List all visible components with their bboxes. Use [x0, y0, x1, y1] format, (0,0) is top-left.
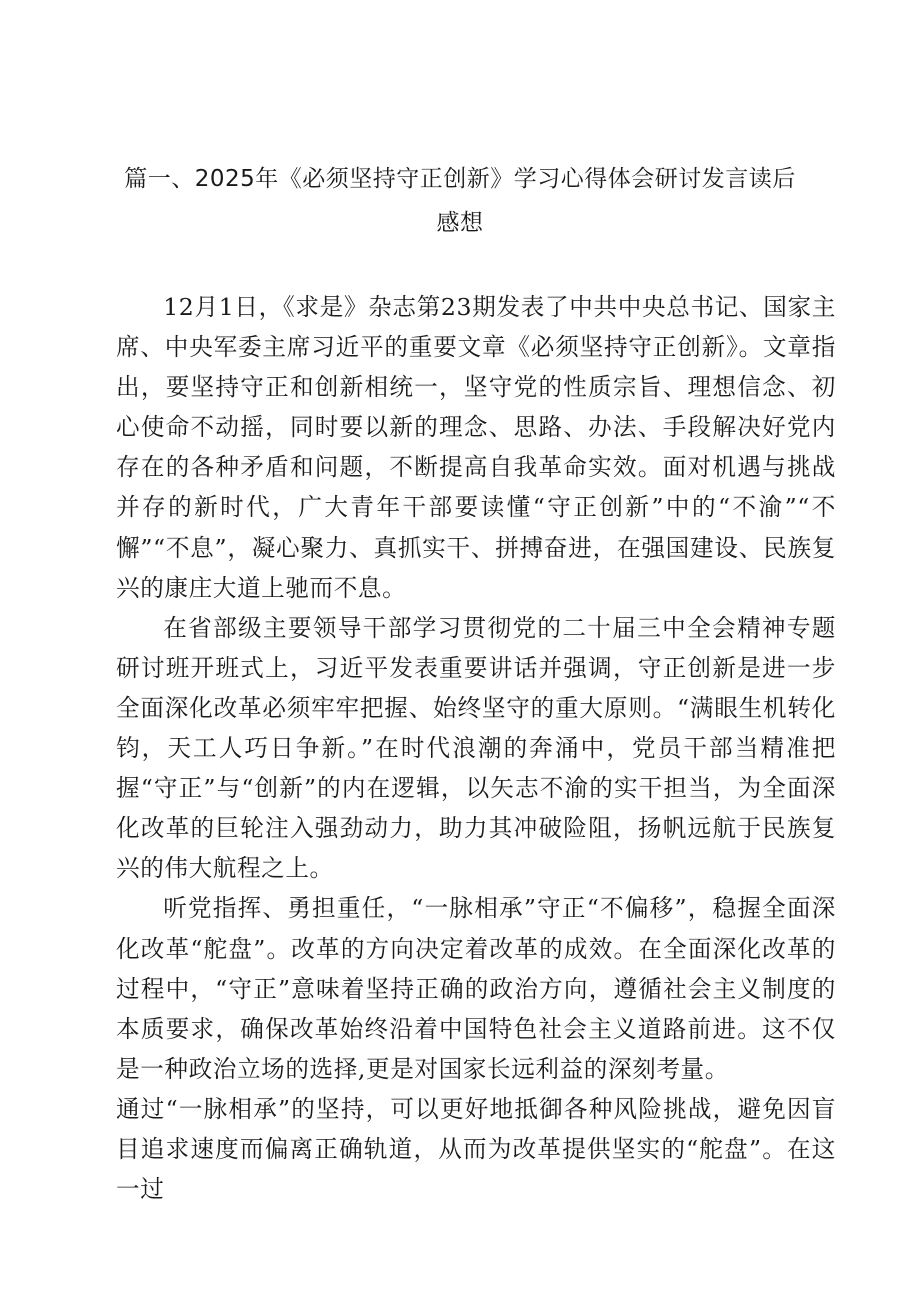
paragraph-4: 通过“一脉相承”的坚持，可以更好地抵御各种风险挑战，避免因盲目追求速度而偏离正确轨道，从而为改革提供坚实的“舵盘”。在这一过: [116, 1094, 836, 1204]
paragraph-1: 12月1日，《求是》杂志第23期发表了中共中央总书记、国家主席、中央军委主席习近平的重要文章《必须坚持守正创新》。文章指出，要坚持守正和创新相统一，坚守党的性质宗旨、理想信念、初心使命不动摇，同时要以新的理念、思路、办法、手段解决好党内存在的各种矛盾和问题，不断提高自我革命实效。面对机遇与挑战并存的新时代，广大青年干部要读懂“守正创新”中的“不渝”“不懈”“不息”，凝心聚力、真抓实干、拼搏奋进，在强国建设、民族复兴的康庄大道上驰而不息。: [116, 293, 836, 602]
document-title: 篇一、2025年《必须坚持守正创新》学习心得体会研讨发言读后感想: [124, 166, 796, 236]
document-body: [116, 287, 836, 1209]
paragraph-2: 在省部级主要领导干部学习贯彻党的二十届三中全会精神专题研讨班开班式上，习近平发表重要讲话并强调，守正创新是进一步全面深化改革必须牢牢把握、始终坚守的重大原则。“满眼生机转化钧，天工人巧日争新。”在时代浪潮的奔涌中，党员干部当精准把握“守正”与“创新”的内在逻辑，以矢志不渝的实干担当，为全面深化改革的巨轮注入强劲动力，助力其冲破险阻，扬帆远航于民族复兴的伟大航程之上。: [116, 613, 836, 883]
paragraph-3: 听党指挥、勇担重任，“一脉相承”守正“不偏移”，稳握全面深化改革“舵盘”。改革的方向决定着改革的成效。在全面深化改革的过程中，“守正”意味着坚持正确的政治方向，遵循社会主义制度的本质要求，确保改革始终沿着中国特色社会主义道路前进。这不仅是一种政治立场的选择,更是对国家长远利益的深刻考量。: [116, 894, 836, 1083]
